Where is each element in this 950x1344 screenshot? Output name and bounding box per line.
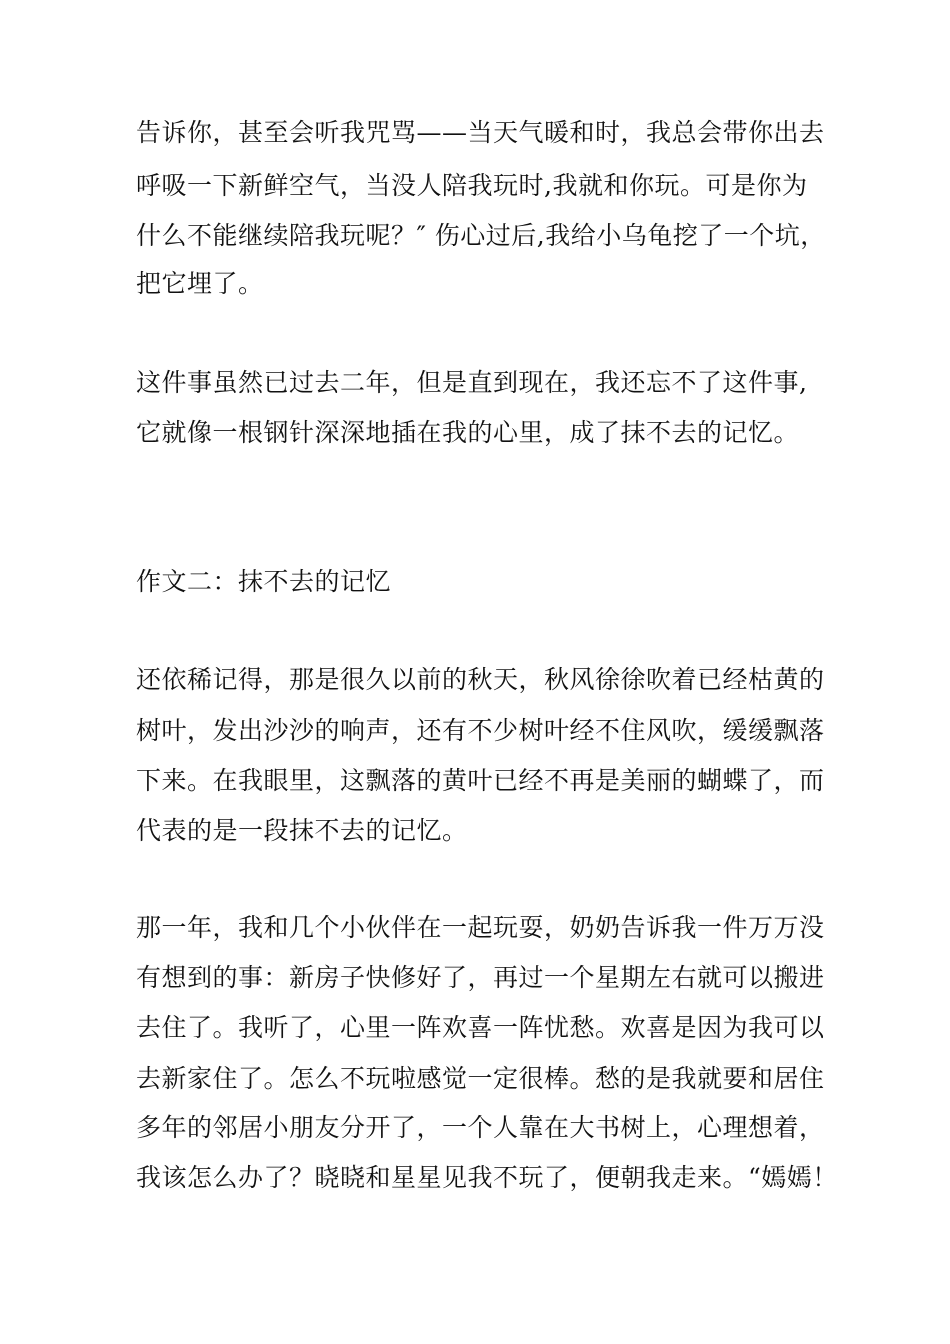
paragraph-4-line-5: 多年的邻居小朋友分开了，一个人靠在大书树上，心理想着，	[136, 1113, 825, 1142]
paragraph-3-line-1: 还依稀记得，那是很久以前的秋天，秋风徐徐吹着已经枯黄的	[136, 665, 825, 694]
paragraph-3-line-2: 树叶，发出沙沙的响声，还有不少树叶经不住风吹，缓缓飘落	[136, 716, 825, 745]
paragraph-4-line-6: 我该怎么办了？晓晓和星星见我不玩了，便朝我走来。“嫣嫣！	[136, 1163, 838, 1192]
paragraph-4-line-1: 那一年，我和几个小伙伴在一起玩耍，奶奶告诉我一件万万没	[136, 913, 825, 942]
paragraph-2-line-2: 它就像一根钢针深深地插在我的心里，成了抹不去的记忆。	[136, 418, 800, 447]
paragraph-2-line-1: 这件事虽然已过去二年，但是直到现在，我还忘不了这件事,	[136, 368, 808, 397]
paragraph-4-line-3: 去住了。我听了，心里一阵欢喜一阵忧愁。欢喜是因为我可以	[136, 1013, 825, 1042]
paragraph-1-line-1: 告诉你，甚至会听我咒骂——当天气暖和时，我总会带你出去	[136, 118, 825, 147]
paragraph-3-line-4: 代表的是一段抹不去的记忆。	[136, 816, 468, 845]
paragraph-1-line-4: 把它埋了。	[136, 269, 264, 298]
essay-heading: 作文二：抹不去的记忆	[136, 567, 392, 596]
paragraph-1-line-3: 什么不能继续陪我玩呢？″ 伤心过后,我给小乌龟挖了一个坑，	[136, 221, 826, 250]
paragraph-4-line-4: 去新家住了。怎么不玩啦感觉一定很棒。愁的是我就要和居住	[136, 1064, 825, 1093]
paragraph-4-line-2: 有想到的事：新房子快修好了，再过一个星期左右就可以搬进	[136, 963, 825, 992]
paragraph-1-line-2: 呼吸一下新鲜空气，当没人陪我玩时,我就和你玩。可是你为	[136, 171, 808, 200]
paragraph-3-line-3: 下来。在我眼里，这飘落的黄叶已经不再是美丽的蝴蝶了，而	[136, 766, 825, 795]
